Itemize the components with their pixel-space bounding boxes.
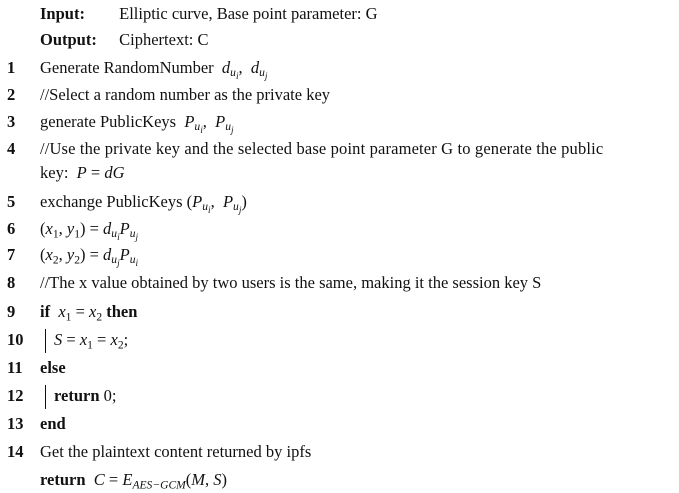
line-number: 13 [7, 414, 24, 433]
line-number: 5 [7, 192, 16, 211]
line-text: 0; [103, 386, 117, 405]
line-number: 2 [7, 85, 16, 104]
block-indent-bar [45, 329, 46, 353]
keyword-end: end [40, 414, 66, 433]
line-text: key: [40, 163, 69, 182]
line-text: //Use the private key and the selected base point parameter G to generate the public [40, 139, 604, 158]
keyword-else: else [40, 358, 66, 377]
line-text: //The x value obtained by two users is the same, making it the session key S [40, 273, 542, 292]
input-label: Input: [40, 4, 85, 23]
line-text: Generate RandomNumber [40, 58, 214, 77]
output-text: Ciphertext: C [119, 30, 209, 49]
line-text: Get the plaintext content returned by ipfs [40, 442, 312, 461]
line-number: 3 [7, 112, 16, 131]
line-number: 6 [7, 219, 16, 238]
line-text: exchange PublicKeys [40, 192, 183, 211]
line-number: 7 [7, 245, 16, 264]
keyword-if: if [40, 302, 51, 321]
block-indent-bar [45, 385, 46, 409]
keyword-then: then [106, 302, 138, 321]
line-number: 4 [7, 139, 16, 158]
input-text: Elliptic curve, Base point parameter: G [119, 4, 378, 23]
line-number: 10 [7, 330, 24, 349]
line-number: 11 [7, 358, 23, 377]
keyword-return: return [40, 470, 86, 489]
line-number: 9 [7, 302, 16, 321]
output-label: Output: [40, 30, 97, 49]
line-number: 12 [7, 386, 24, 405]
line-text: generate PublicKeys [40, 112, 177, 131]
line-number: 1 [7, 58, 16, 77]
line-number: 14 [7, 442, 24, 461]
line-text: //Select a random number as the private key [40, 85, 331, 104]
line-number: 8 [7, 273, 16, 292]
keyword-return: return [54, 386, 100, 405]
